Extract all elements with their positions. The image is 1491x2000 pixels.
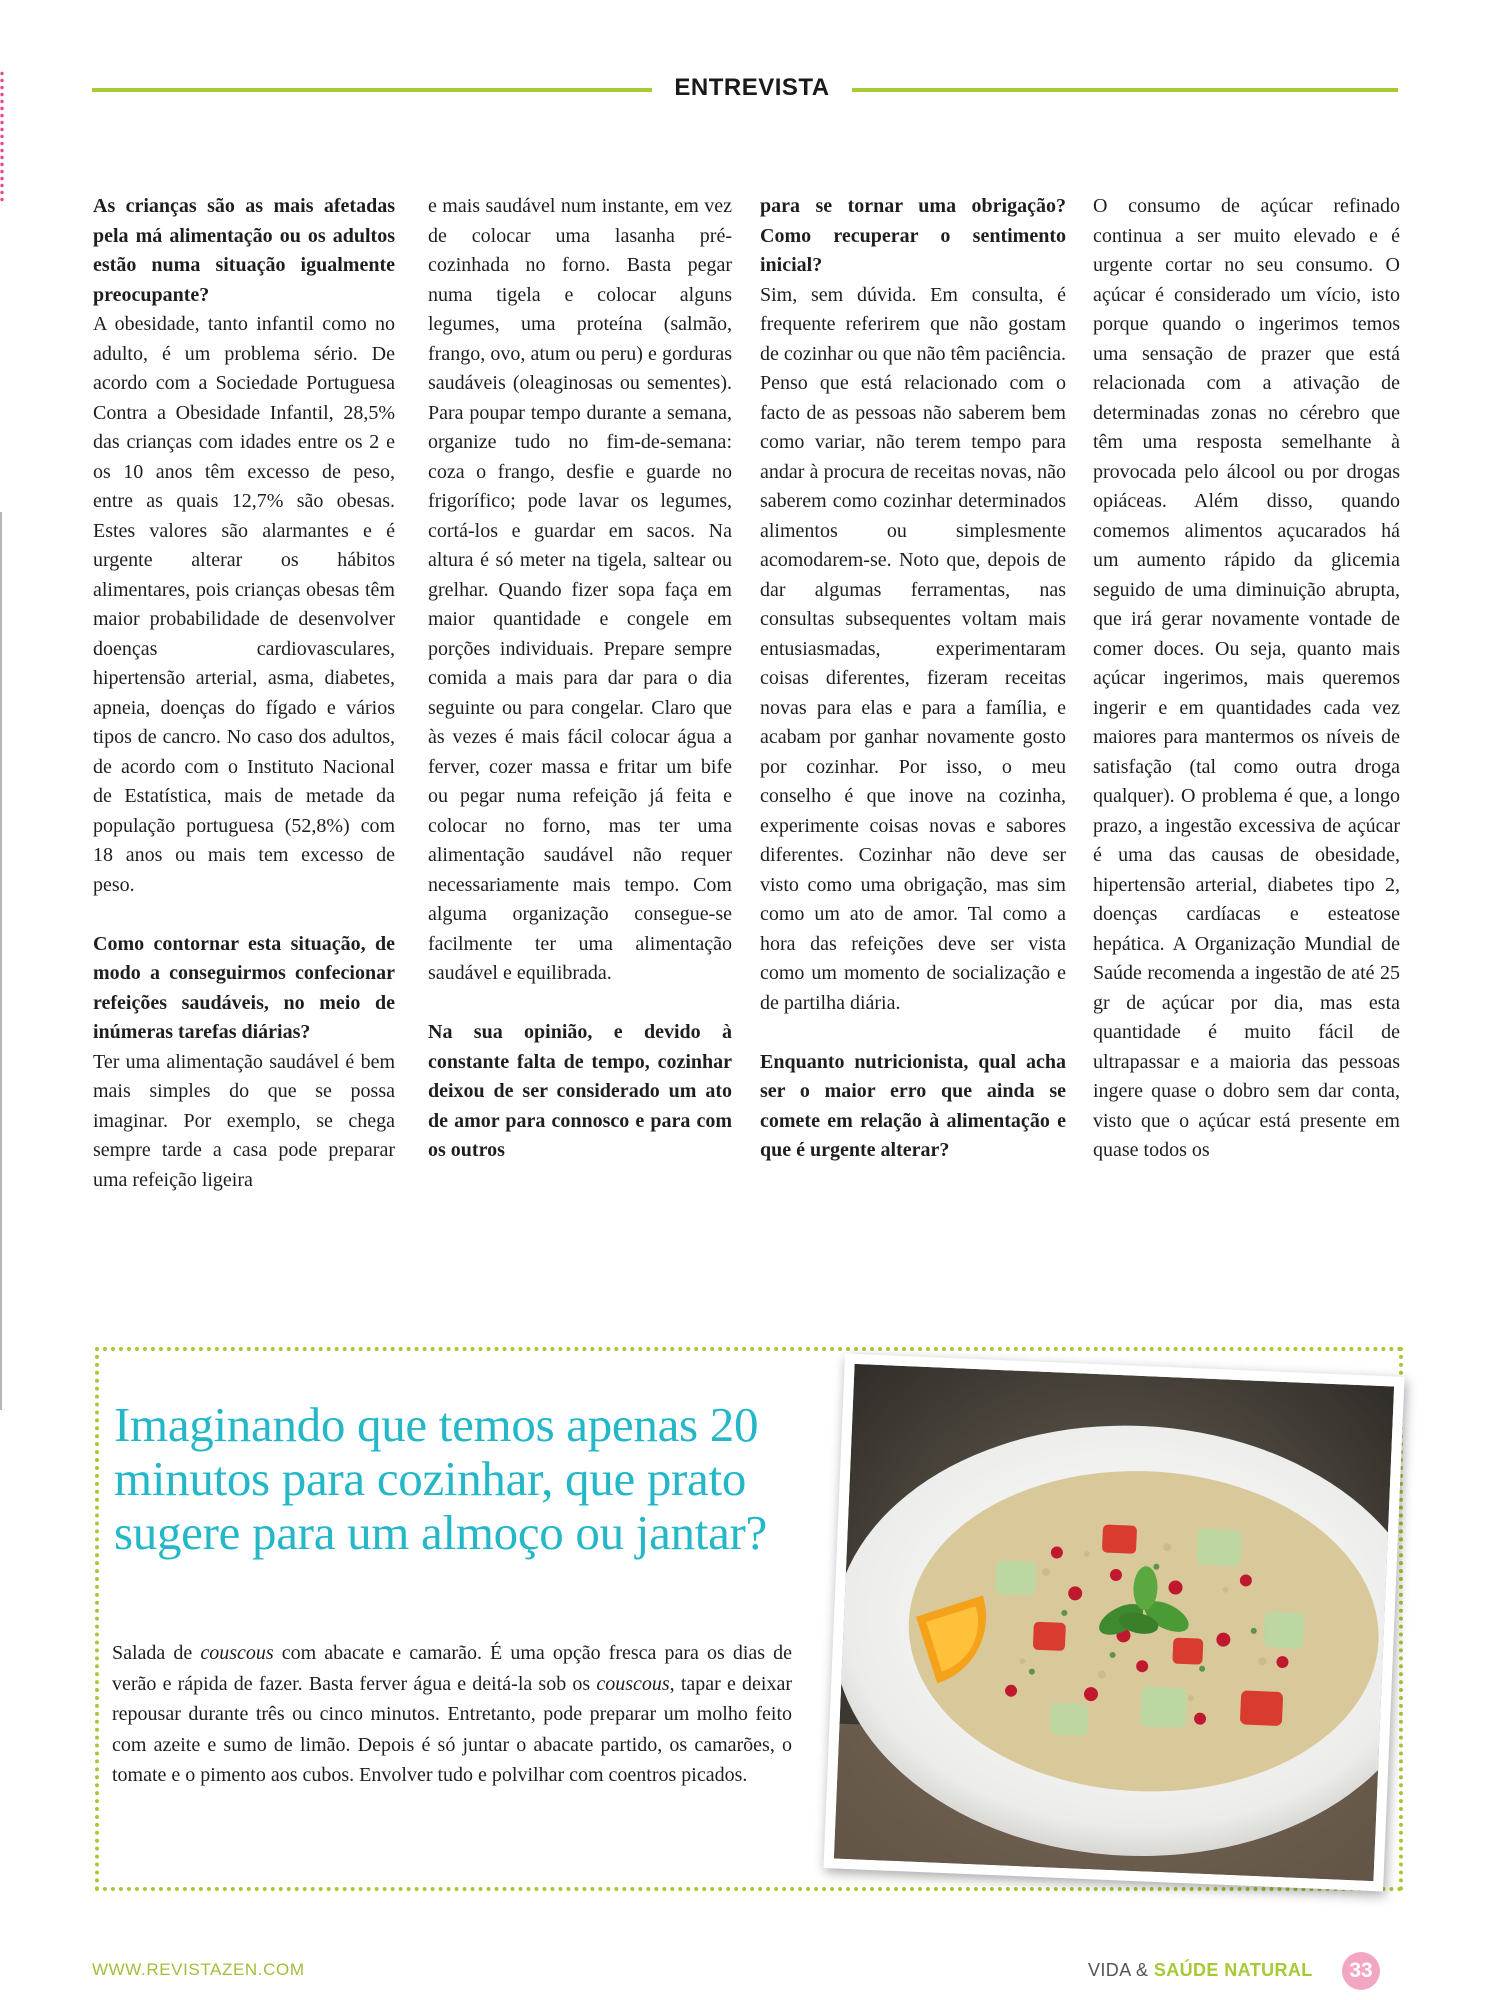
interview-question: para se tornar uma obrigação? Como recuperar o sentimento inicial?	[760, 195, 1066, 276]
magazine-prefix: VIDA &	[1088, 1960, 1154, 1980]
salad-illustration	[834, 1364, 1394, 1881]
paragraph-gap	[428, 989, 732, 1019]
article-column-3	[760, 192, 1066, 1297]
interview-answer: O consumo de açúcar refinado continua a ser muito elevado e é urgente cortar no seu consumo. O açúcar é considerado um vício, isto porque quando o ingerimos temos uma sensação de prazer que está relacionada com a ativação de determinadas zonas no cérebro que têm uma resposta semelhante à provocada pelo álcool ou por drogas opiáceas. Além disso, quando comemos alimentos açucarados há um aumento rápido da glicemia seguido de uma diminuição abrupta, que irá gerar novamente vontade de comer doces. Ou seja, quanto mais açúcar ingerimos, mais queremos ingerir e em quantidades cada vez maiores para mantermos os níveis de satisfação (tal como outra droga qualquer). O problema é que, a longo prazo, a ingestão excessiva de açúcar é uma das causas de obesidade, hipertensão arterial, diabetes tipo 2, doenças cardíacas e esteatose hepática. A Organização Mundial de Saúde recomenda a ingestão de até 25 gr de açúcar por dia, mas esta quantidade é muito fácil de ultrapassar e a maioria das pessoas ingere quase o dobro sem dar conta, visto que o açúcar está presente em quase todos os	[1093, 195, 1400, 1161]
page-number: 33	[1342, 1952, 1380, 1990]
answer-text-2: com abacate e camarão. É uma opção fresca para os dias de verão e rápida de fazer. Basta ferver água e deitá-la sob os	[112, 1642, 793, 1695]
edge-pink-dots	[0, 70, 4, 205]
highlight-answer	[112, 1638, 792, 1791]
article-column-4	[1093, 192, 1400, 1297]
highlight-question: Imaginando que temos apenas 20 minutos para cozinhar, que prato sugere para um almoço ou jantar?	[114, 1397, 767, 1560]
interview-answer: Sim, sem dúvida. Em consulta, é frequente referirem que não gostam de cozinhar ou que não têm paciência. Penso que está relacionado com o facto de as pessoas não saberem bem como variar, não terem tempo para andar à procura de receitas novas, não saberem como cozinhar determinados alimentos ou simplesmente acomodarem-se. Noto que, depois de dar algumas ferramentas, nas consultas subsequentes voltam mais entusiasmadas, experimentaram coisas diferentes, fizeram receitas novas para elas e para a família, e acabam por ganhar novamente gosto por cozinhar. Por isso, o meu conselho é que inove na cozinha, experimente coisas novas e sabores diferentes. Cozinhar não deve ser visto como uma obrigação, mas sim como um ato de amor. Tal como a hora das refeições deve ser vista como um momento de socialização e de partilha diária.	[760, 283, 1066, 1014]
header-rule-left	[92, 88, 652, 92]
interview-question: Como contornar esta situação, de modo a conseguirmos confecionar refeições saudáveis, no meio de inúmeras tarefas diárias?	[93, 932, 395, 1043]
article-column-2	[428, 192, 732, 1297]
interview-answer: Ter uma alimentação saudável é bem mais simples do que se possa imaginar. Por exemplo, se chega sempre tarde a casa pode preparar uma refeição ligeira	[93, 1050, 395, 1191]
magazine-accent: SAÚDE NATURAL	[1153, 1960, 1313, 1980]
interview-question: Na sua opinião, e devido à constante falta de tempo, cozinhar deixou de ser considerado um ato de amor para connosco e para com os outros	[428, 1021, 732, 1161]
interview-question: Enquanto nutricionista, qual acha ser o maior erro que ainda se comete em relação à alimentação e que é urgente alterar?	[760, 1050, 1066, 1161]
paragraph-gap	[760, 1018, 1066, 1048]
edge-gray-line	[0, 512, 2, 1410]
section-header	[92, 74, 1398, 108]
interview-answer: A obesidade, tanto infantil como no adulto, é um problema sério. De acordo com a Sociedade Portuguesa Contra a Obesidade Infantil, 28,5% das crianças com idades entre os 2 e os 10 anos têm excesso de peso, entre as quais 12,7% são obesas. Estes valores são alarmantes e é urgente alterar os hábitos alimentares, pois crianças obesas têm maior probabilidade de desenvolver doenças cardiovasculares, hipertensão arterial, asma, diabetes, apneia, doenças do fígado e vários tipos de cancro. No caso dos adultos, de acordo com o Instituto Nacional de Estatística, mais de metade da população portuguesa (52,8%) com 18 anos ou mais tem excesso de peso.	[93, 313, 395, 896]
section-title: ENTREVISTA	[674, 74, 830, 101]
salad-photo	[823, 1354, 1404, 1892]
answer-italic-1: couscous	[200, 1642, 274, 1664]
article-column-1	[93, 192, 395, 1297]
footer-website[interactable]: WWW.REVISTAZEN.COM	[92, 1960, 305, 1979]
answer-text-1: Salada de	[112, 1642, 201, 1664]
footer-magazine-name	[1088, 1960, 1313, 1981]
paragraph-gap	[93, 900, 395, 930]
interview-question: As crianças são as mais afetadas pela má alimentação ou os adultos estão numa situação igualmente preocupante?	[93, 195, 395, 306]
answer-text-3: , tapar e deixar repousar durante três ou cinco minutos. Entretanto, pode preparar um molho feito com azeite e sumo de limão. Depois é só juntar o abacate partido, os camarões, o tomate e o pimento aos cubos. Envolver tudo e polvilhar com coentros picados.	[112, 1672, 792, 1786]
answer-italic-2: couscous	[596, 1672, 670, 1695]
interview-answer: e mais saudável num instante, em vez de colocar uma lasanha pré-cozinhada no forno. Basta pegar numa tigela e colocar alguns legumes, uma proteína (salmão, frango, ovo, atum ou peru) e gorduras saudáveis (oleaginosas ou sementes). Para poupar tempo durante a semana, organize tudo no fim-de-semana: coza o frango, desfie e guarde no frigorífico; pode lavar os legumes, cortá-los e guardar em sacos. Na altura é só meter na tigela, saltear ou grelhar. Quando fizer sopa faça em maior quantidade e congele em porções individuais. Prepare sempre comida a mais para dar para o dia seguinte ou para congelar. Claro que às vezes é mais fácil colocar água a ferver, cozer massa e fritar um bife ou pegar numa refeição já feita e colocar no forno, mas ter uma alimentação saudável não requer necessariamente mais tempo. Com alguma organização consegue-se facilmente ter uma alimentação saudável e equilibrada.	[428, 195, 732, 984]
header-rule-right	[852, 88, 1398, 92]
